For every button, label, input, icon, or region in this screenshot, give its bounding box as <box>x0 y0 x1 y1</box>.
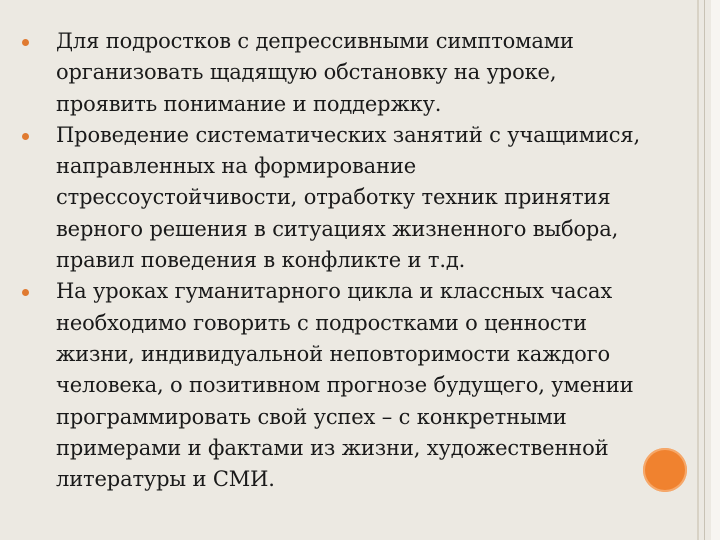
bullet-text-line: организовать щадящую обстановку на уроке, <box>56 60 557 85</box>
frame-divider-line <box>704 0 705 540</box>
bullet-item <box>22 26 698 120</box>
bullet-text-line: примерами и фактами из жизни, художественной <box>56 435 609 460</box>
bullet-dot-icon <box>22 39 29 46</box>
bullet-text-line: проявить понимание и поддержку. <box>56 91 442 116</box>
orange-circle-decoration <box>643 448 687 492</box>
frame-edge <box>711 0 720 540</box>
bullet-text-line: верного решения в ситуациях жизненного выбора, <box>56 216 619 241</box>
bullet-text-line: человека, о позитивном прогнозе будущего, умении <box>56 373 634 398</box>
bullet-text-line: направленных на формирование <box>56 154 416 179</box>
bullet-text-line: жизни, индивидуальной неповторимости каждого <box>56 341 610 366</box>
bullet-item <box>22 120 698 276</box>
bullet-text-line: Для подростков с депрессивными симптомами <box>56 29 574 53</box>
bullet-text-line: правил поведения в конфликте и т.д. <box>56 248 466 273</box>
bullet-text-line: литературы и СМИ. <box>56 467 275 492</box>
bullet-text-line: необходимо говорить с подростками о ценности <box>56 310 587 335</box>
bullet-list <box>22 26 698 495</box>
bullet-dot-icon <box>22 133 29 140</box>
bullet-text-line: программировать свой успех – с конкретными <box>56 404 567 429</box>
bullet-dot-icon <box>22 289 29 296</box>
bullet-item <box>22 276 698 495</box>
bullet-text-line: Проведение систематических занятий с учащимися, <box>56 122 641 147</box>
bullet-text-line: стрессоустойчивости, отработку техник принятия <box>56 185 611 210</box>
bullet-text-line: На уроках гуманитарного цикла и классных часах <box>56 279 613 304</box>
